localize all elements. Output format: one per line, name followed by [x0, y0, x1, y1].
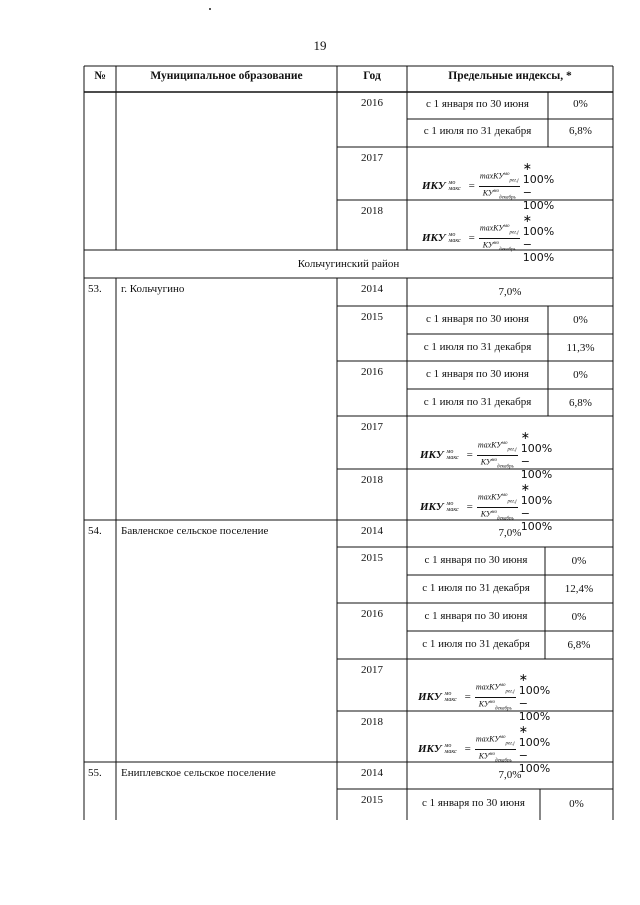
formula-num-sup: мо	[503, 224, 510, 230]
formula-equals: =	[464, 743, 471, 755]
formula-lhs: ИКУ	[422, 180, 446, 192]
year-cell: 2018	[361, 716, 383, 728]
formula-numerator	[479, 222, 520, 238]
formula-num-main: maxКУ	[475, 734, 500, 744]
formula-den-sub: декабрь	[497, 463, 514, 469]
formula-lhs-indices	[447, 501, 459, 513]
formula-den-sup: мо	[493, 188, 499, 194]
year-cell: 2018	[361, 205, 383, 217]
municipality-name: Ениплевское сельское поселение	[121, 767, 276, 779]
formula-den-sub: декабрь	[497, 515, 514, 521]
formula-lhs-indices	[449, 180, 461, 192]
formula-denominator	[483, 187, 516, 202]
formula-numerator	[475, 733, 516, 749]
index-formula	[420, 481, 552, 533]
formula-lhs-indices	[447, 449, 459, 461]
formula-lhs-sup: мо	[446, 501, 454, 507]
formula-fraction	[479, 170, 520, 202]
municipality-name: Бавленское сельское поселение	[121, 525, 269, 537]
formula-lhs-indices	[445, 743, 457, 755]
formula-lhs: ИКУ	[420, 449, 444, 461]
year-cell: 2014	[361, 283, 383, 295]
value-cell: 0%	[571, 555, 587, 567]
period-h2: с 1 июля по 31 декабря	[422, 638, 530, 650]
formula-denominator	[479, 750, 512, 765]
index-formula	[418, 671, 550, 723]
formula-num-sup: мо	[499, 735, 506, 741]
value-cell: 0%	[571, 611, 587, 623]
index-formula	[420, 429, 552, 481]
formula-lhs-sub: макс	[448, 238, 461, 244]
formula-den-sup: мо	[493, 240, 499, 246]
formula-lhs-indices	[449, 232, 461, 244]
formula-den-sup: мо	[489, 699, 495, 705]
formula-tail: ∗ 100% − 100%	[518, 723, 551, 775]
formula-den-sup: мо	[491, 509, 497, 515]
period-h1: с 1 января по 30 июня	[421, 797, 525, 809]
formula-den-sup: мо	[489, 751, 495, 757]
formula-equals: =	[466, 501, 473, 513]
period-h2: с 1 июля по 31 декабря	[422, 582, 530, 594]
formula-num-sup: мо	[503, 172, 510, 178]
formula-lhs-sup: мо	[446, 449, 454, 455]
formula-equals: =	[464, 691, 471, 703]
formula-num-sub: рег.j	[505, 689, 515, 695]
year-cell: 2017	[361, 152, 383, 164]
index-formula	[422, 212, 554, 264]
period-h1: с 1 января по 30 июня	[425, 98, 529, 110]
formula-num-sub: рег.j	[509, 178, 519, 184]
formula-num-main: maxКУ	[475, 682, 500, 692]
formula-numerator	[475, 681, 516, 697]
formula-lhs-sup: мо	[448, 232, 456, 238]
value-cell: 0%	[573, 314, 588, 326]
formula-den-sub: декабрь	[499, 246, 516, 252]
formula-tail: ∗ 100% − 100%	[520, 429, 553, 481]
value-cell: 6,8%	[567, 639, 591, 651]
formula-tail: ∗ 100% − 100%	[520, 481, 553, 533]
row-number: 54.	[88, 525, 102, 537]
formula-tail: ∗ 100% − 100%	[518, 671, 551, 723]
year-cell: 2015	[361, 311, 383, 323]
formula-num-sub: рег.j	[509, 230, 519, 236]
header-municipality: Муниципальное образование	[150, 70, 303, 82]
formula-num-sub: рег.j	[507, 499, 517, 505]
formula-den-sub: декабрь	[495, 757, 512, 763]
formula-fraction	[475, 681, 516, 713]
formula-lhs: ИКУ	[422, 232, 446, 244]
formula-num-sup: мо	[501, 493, 508, 499]
value-cell: 0%	[573, 98, 588, 110]
formula-denominator	[479, 698, 512, 713]
value-cell: 6,8%	[569, 125, 592, 137]
formula-denominator	[481, 508, 514, 523]
formula-tail: ∗ 100% − 100%	[522, 212, 555, 264]
period-h1: с 1 января по 30 июня	[424, 610, 528, 622]
year-cell: 2015	[361, 552, 383, 564]
value-cell: 11,3%	[566, 342, 595, 354]
formula-denominator	[483, 239, 516, 254]
index-formula	[422, 160, 554, 212]
formula-den-main: КУ	[478, 699, 490, 709]
formula-fraction	[479, 222, 520, 254]
header-year: Год	[363, 70, 381, 82]
formula-lhs-sub: макс	[446, 455, 459, 461]
formula-den-main: КУ	[482, 188, 494, 198]
year-cell: 2016	[361, 97, 383, 109]
formula-lhs-sup: мо	[448, 180, 456, 186]
formula-numerator	[477, 439, 518, 455]
formula-lhs: ИКУ	[418, 691, 442, 703]
formula-tail: ∗ 100% − 100%	[522, 160, 555, 212]
formula-lhs-sup: мо	[444, 691, 452, 697]
formula-den-main: КУ	[480, 509, 492, 519]
formula-num-sup: мо	[501, 441, 508, 447]
row-number: 55.	[88, 767, 102, 779]
formula-num-main: maxКУ	[477, 440, 502, 450]
formula-lhs-indices	[445, 691, 457, 703]
formula-lhs-sub: макс	[446, 507, 459, 513]
formula-num-sup: мо	[499, 683, 506, 689]
formula-numerator	[479, 170, 520, 186]
row-number: 53.	[88, 283, 102, 295]
value-cell: 12,4%	[564, 583, 594, 595]
year-cell: 2018	[361, 474, 383, 486]
formula-den-sub: декабрь	[495, 705, 512, 711]
formula-den-main: КУ	[478, 751, 490, 761]
formula-equals: =	[468, 232, 475, 244]
year-cell: 2014	[361, 767, 383, 779]
page-number: 19	[313, 38, 327, 53]
formula-num-sub: рег.j	[505, 741, 515, 747]
formula-numerator	[477, 491, 518, 507]
formula-fraction	[477, 439, 518, 471]
period-h2: с 1 июля по 31 декабря	[423, 341, 532, 353]
header-number: №	[94, 70, 106, 82]
period-h1: с 1 января по 30 июня	[425, 313, 529, 325]
header-indices: Предельные индексы, *	[448, 70, 572, 82]
formula-den-sup: мо	[491, 457, 497, 463]
formula-num-main: maxКУ	[477, 492, 502, 502]
value-cell: 0%	[573, 369, 588, 381]
formula-den-main: КУ	[482, 240, 494, 250]
formula-num-main: maxКУ	[479, 171, 504, 181]
year-cell: 2017	[361, 421, 383, 433]
period-h1: с 1 января по 30 июня	[425, 368, 529, 380]
period-h2: с 1 июля по 31 декабря	[423, 396, 532, 408]
year-cell: 2016	[361, 608, 383, 620]
municipality-name: г. Кольчугино	[121, 283, 185, 295]
value-cell: 0%	[569, 798, 584, 810]
formula-fraction	[475, 733, 516, 765]
period-h2: с 1 июля по 31 декабря	[423, 125, 532, 137]
formula-num-main: maxКУ	[479, 223, 504, 233]
district-label: Кольчугинский район	[297, 258, 400, 270]
formula-den-main: КУ	[480, 457, 492, 467]
formula-num-sub: рег.j	[507, 447, 517, 453]
index-formula	[418, 723, 550, 775]
year-cell: 2017	[361, 664, 383, 676]
formula-lhs: ИКУ	[418, 743, 442, 755]
value-cell: 7,0%	[498, 769, 522, 781]
value-cell: 7,0%	[498, 286, 522, 298]
formula-equals: =	[466, 449, 473, 461]
year-cell: 2016	[361, 366, 383, 378]
formula-lhs-sup: мо	[444, 743, 452, 749]
formula-lhs-sub: макс	[444, 697, 457, 703]
formula-den-sub: декабрь	[499, 194, 516, 200]
value-cell: 6,8%	[569, 397, 592, 409]
formula-lhs-sub: макс	[448, 186, 461, 192]
year-cell: 2015	[361, 794, 383, 806]
value-cell: 7,0%	[498, 527, 522, 539]
formula-denominator	[481, 456, 514, 471]
formula-lhs-sub: макс	[444, 749, 457, 755]
period-h1: с 1 января по 30 июня	[424, 554, 528, 566]
formula-fraction	[477, 491, 518, 523]
formula-lhs: ИКУ	[420, 501, 444, 513]
formula-equals: =	[468, 180, 475, 192]
year-cell: 2014	[361, 525, 383, 537]
